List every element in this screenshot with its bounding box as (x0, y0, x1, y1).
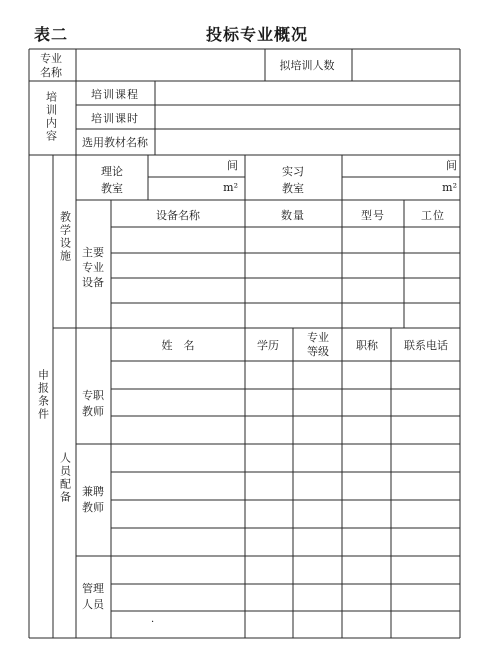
form-title: 投标专业概况 (206, 25, 309, 44)
theory-area-unit: m² (223, 181, 238, 194)
practice-area-unit: m² (442, 181, 457, 194)
major-label-line2: 名称 (40, 66, 62, 79)
staff-name-header: 姓 名 (161, 339, 195, 352)
main-equipment-label-line1: 主要 (82, 246, 104, 259)
equipment-name-header: 设备名称 (156, 209, 200, 222)
parttime-teacher-label-line2: 教师 (82, 501, 104, 514)
equipment-model-header: 型号 (361, 209, 385, 222)
management-staff-label-line2: 人员 (82, 598, 104, 611)
teaching-facilities-label: 教学设施 (58, 211, 72, 263)
main-equipment-label-line3: 设备 (82, 276, 104, 289)
textbook-label: 选用教材名称 (82, 136, 148, 149)
staff-phone-header: 联系电话 (404, 339, 448, 352)
staff-title-header: 职称 (356, 339, 378, 352)
staff-level-header-line1: 专业 (307, 331, 329, 344)
application-conditions-label: 申报条件 (36, 369, 50, 421)
practice-room-label-line2: 教室 (282, 182, 304, 195)
training-hours-label: 培训课时 (91, 112, 139, 125)
equipment-station-header: 工位 (421, 209, 445, 222)
practice-room-unit: 间 (446, 159, 457, 172)
training-course-label: 培训课程 (91, 88, 139, 101)
fulltime-teacher-label-line1: 专职 (82, 389, 104, 402)
theory-room-label-line2: 教室 (101, 182, 123, 195)
major-label-line1: 专业 (40, 52, 62, 65)
trainee-count-label: 拟培训人数 (279, 59, 335, 72)
main-equipment-label-line2: 专业 (82, 261, 104, 274)
staffing-label: 人员配备 (58, 452, 72, 504)
training-content-label: 培训内容 (44, 91, 58, 143)
stray-mark: · (151, 617, 155, 628)
practice-room-label-line1: 实习 (282, 165, 304, 178)
table-number-label: 表二 (34, 25, 69, 44)
parttime-teacher-label-line1: 兼聘 (82, 485, 104, 498)
fulltime-teacher-label-line2: 教师 (82, 405, 104, 418)
theory-room-unit: 间 (227, 159, 238, 172)
staff-education-header: 学历 (257, 339, 279, 352)
management-staff-label-line1: 管理 (82, 582, 104, 595)
staff-level-header-line2: 等级 (307, 345, 329, 358)
equipment-qty-header: 数量 (281, 209, 305, 222)
theory-room-label-line1: 理论 (101, 165, 123, 178)
